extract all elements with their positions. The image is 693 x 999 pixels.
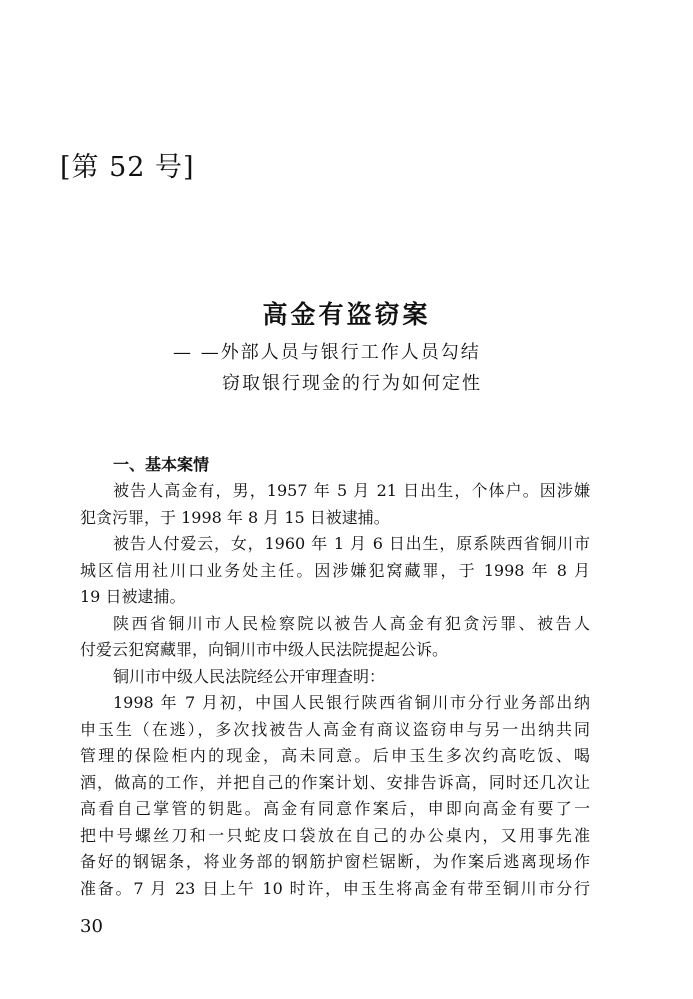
body-line: 把中号螺丝刀和一只蛇皮口袋放在自己的办公桌内，又用事先准 (80, 825, 590, 845)
body-line: 犯贪污罪，于 1998 年 8 月 15 日被逮捕。 (80, 507, 390, 527)
body-line: 管理的保险柜内的现金，高未同意。后申玉生多次约高吃饭、喝 (80, 746, 590, 765)
body-line: 备好的钢锯条，将业务部的钢筋护窗栏锯断，为作案后逃离现场作 (80, 852, 590, 871)
case-number: [第 52 号] (60, 152, 195, 183)
body-line: 陕西省铜川市人民检察院以被告人高金有犯贪污罪、被告人 (113, 613, 590, 633)
body-line: 酒，做高的工作，并把自己的作案计划、安排告诉高，同时还几次让 (80, 772, 590, 792)
body-line: 被告人付爱云，女，1960 年 1 月 6 日出生，原系陕西省铜川市 (113, 534, 590, 553)
page-number: 30 (80, 916, 103, 937)
body-line: 高看自己掌管的钥匙。高金有同意作案后，申即向高金有要了一 (80, 799, 590, 818)
article-subtitle-line-2: 窃取银行现金的行为如何定性 (222, 373, 482, 394)
body-line: 19 日被逮捕。 (80, 587, 186, 606)
body-line: 付爱云犯窝藏罪，向铜川市中级人民法院提起公诉。 (80, 640, 449, 659)
body-line: 铜川市中级人民法院经公开审理查明： (113, 666, 386, 686)
body-line: 准备。7 月 23 日上午 10 时许，申玉生将高金有带至铜川市分行 (80, 878, 590, 898)
body-line: 1998 年 7 月初，中国人民银行陕西省铜川市分行业务部出纳 (113, 693, 590, 712)
article-subtitle-line-1: — —外部人员与银行工作人员勾结 (173, 342, 481, 363)
body-line: 被告人高金有，男，1957 年 5 月 21 日出生，个体户。因涉嫌 (113, 481, 590, 500)
section-heading: 一、基本案情 (113, 455, 210, 474)
body-line: 城区信用社川口业务处主任。因涉嫌犯窝藏罪，于 1998 年 8 月 (80, 560, 590, 580)
article-title: 高金有盗窃案 (262, 300, 431, 329)
body-line: 申玉生（在逃），多次找被告人高金有商议盗窃申与另一出纳共同 (80, 719, 590, 739)
body-text (80, 478, 590, 902)
